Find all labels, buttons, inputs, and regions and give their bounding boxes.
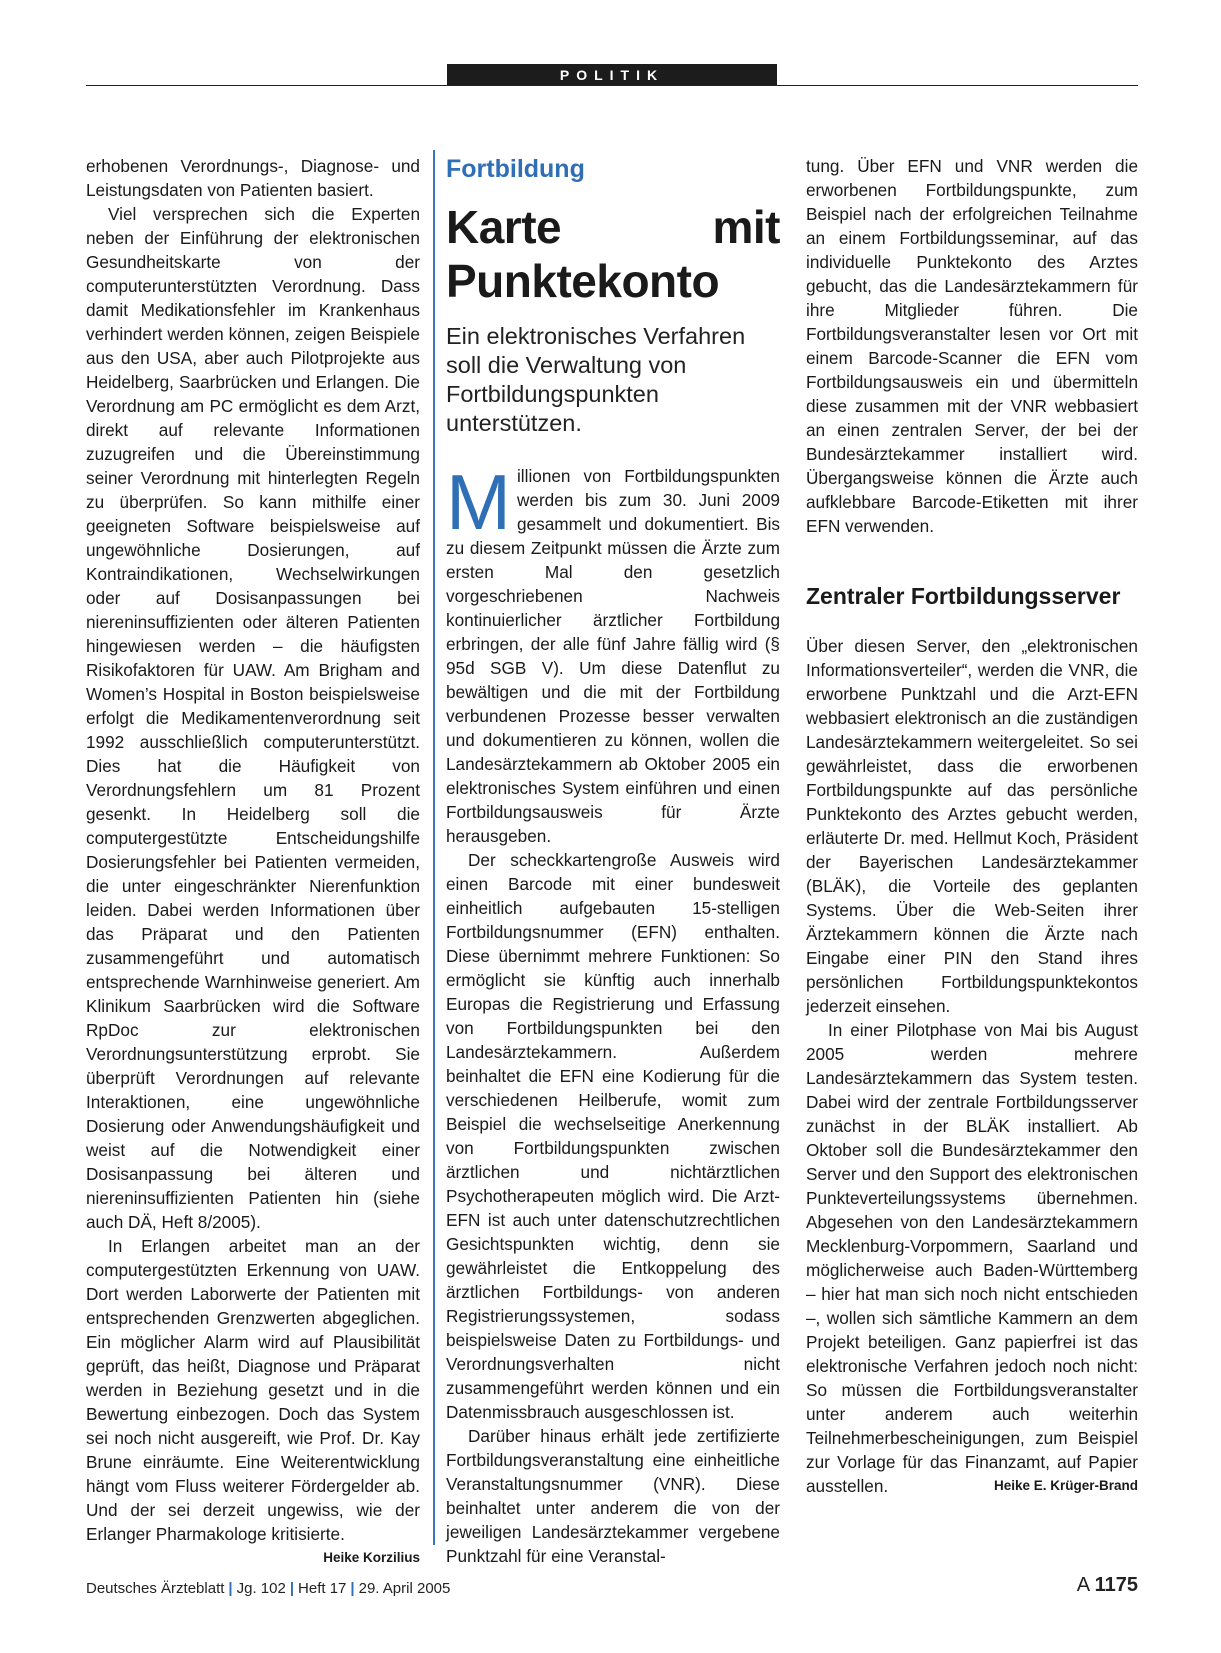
col3-paragraph-1: tung. Über EFN und VNR werden die erworbenen Fortbildungspunkte, zum Beispiel nach der erfolgreichen Teilnahme an einem Fortbildungsseminar, auf das individuelle Punktekonto des Arztes gebucht, das die Landesärztekammern für ihre Mitglieder führen. Die Fortbildungsveranstalter lesen vor Ort mit einem Barcode-Scanner die EFN vom Fortbildungsausweis ein und übermitteln diese zusammen mit der VNR webbasiert an einen zentralen Server, der bei der Bundesärztekammer installiert wird. Übergangsweise können die Ärzte auch aufklebbare Barcode-Etiketten mit ihrer EFN verwenden. [806,156,1138,536]
page-number [1077,1574,1138,1597]
drop-cap: M [446,458,511,546]
author-byline-right: Heike E. Krüger-Brand [993,1478,1138,1493]
col3-paragraph-2: Über diesen Server, den „elektronischen Informationsverteiler“, werden die VNR, die erworbene Punktzahl und die Arzt-EFN webbasiert elektronisch an die zuständigen Landesärztekammern weitergeleitet. So sei gewährleistet, dass die erworbenen Fortbildungspunkte auf das persönliche Punktekonto des Arztes gebucht werden, erläuterte Dr. med. Hellmut Koch, Präsident der Bayerischen Landesärztekammer (BLÄK), die Vorteile des geplanten Systems. Über die Web-Seiten ihrer Ärztekammern können die Ärzte nach Eingabe einer PIN den Stand ihres persönlichen Fortbildungspunktekontos jederzeit einsehen. [806,636,1138,1016]
col2-paragraph-1 [446,458,780,848]
col2-paragraph-2: Der scheckkartengroße Ausweis wird einen Barcode mit einer bundesweit einheitlich aufgebauten 15-stelligen Fortbildungsnummer (EFN) enthalten. Diese übernimmt mehrere Funktionen: So ermöglicht sie künftig auch innerhalb Europas die Registrierung und Erfassung von Fortbildungspunkten bei den Landesärztekammern. Außerdem beinhaltet die EFN eine Kodierung für die verschiedenen Heilberufe, womit zum Beispiel die wechselseitige Anerkennung von Fortbildungspunkten zwischen ärztlichen und nichtärztlichen Psychotherapeuten möglich wird. Die Arzt-EFN ist auch unter datenschutzrechtlichen Gesichtspunkten wichtig, denn sie gewährleistet die Entkoppelung des ärztlichen Fortbildungs- von anderen Registrierungssystemen, sodass beispielsweise Daten zu Fortbildungs- und Verordnungsverhalten nicht zusammengeführt werden können und ein Datenmissbrauch ausgeschlossen ist. [446,850,780,1422]
footer-issue: Heft 17 [298,1580,347,1597]
column-right [806,154,1138,1498]
crosshead: Zentraler Fortbildungsserver [806,583,1121,609]
footer-volume: Jg. 102 [236,1580,286,1597]
col1-paragraph-1: erhobenen Verordnungs-, Diagnose- und Leistungsdaten von Patienten basiert. [86,156,420,200]
footer-date: 29. April 2005 [358,1580,451,1597]
column-middle [446,154,780,1568]
article-headline: Karte mit Punktekonto [446,201,780,307]
article-subhead: Ein elektronisches Verfahren soll die Verwaltung von Fortbildungspunkten unterstützen. [446,323,746,436]
col3-paragraph-3 [806,1018,1138,1498]
col1-paragraph-3-text: In Erlangen arbeitet man an der computergestützten Erkennung von UAW. Dort werden Laborwerte der Patienten mit entsprechenden Grenzwerten abgeglichen. Ein möglicher Alarm wird auf Plausibilität geprüft, das heißt, Diagnose und Präparat werden in Beziehung gesetzt und in die Bewertung einbezogen. Doch das System sei noch nicht ausgereift, wie Prof. Dr. Kay Brune einräumte. Eine Weiterentwicklung hängt vom Fluss weiterer Fördergelder ab. Und der sei derzeit ungewiss, wie der Erlanger Pharmakologe kritisierte. [86,1236,420,1544]
header-rule [86,85,1138,86]
col3-paragraph-3-text: In einer Pilotphase von Mai bis August 2005 werden mehrere Landesärztekammern das System testen. Dabei wird der zentrale Fortbildungsserver zunächst in der BLÄK installiert. Ab Oktober soll die Bundesärztekammer den Server und den Support des elektronischen Punkteverteilungssystems übernehmen. Abgesehen von den Landesärztekammern Mecklenburg-Vorpommern, Saarland und möglicherweise auch Baden-Württemberg – hier hat man sich noch nicht entschieden –, wollen sich sämtliche Kammern an dem Projekt beteiligen. Ganz papierfrei ist das elektronische Verfahren jedoch noch nicht: So müssen die Fortbildungsveranstalter unter anderem auch weiterhin Teilnehmerbescheinigungen, zum Beispiel zur Vorlage für das Finanzamt, auf Papier ausstellen. [806,1020,1138,1496]
page-footer [86,1580,450,1597]
col1-paragraph-3 [86,1234,420,1565]
col2-paragraph-3: Darüber hinaus erhält jede zertifizierte Fortbildungsveranstaltung eine einheitliche Veranstaltungsnummer (VNR). Diese beinhaltet unter anderem die von der jeweiligen Landesärztekammer vergebene Punktzahl für eine Veranstal- [446,1426,780,1566]
article-kicker: Fortbildung [446,155,585,183]
author-byline-left: Heike Korzilius [323,1550,420,1565]
column-left [86,154,420,1570]
footer-separator: | [289,1580,295,1597]
section-label: POLITIK [447,64,777,86]
column-divider [433,150,435,1545]
col2-paragraph-1-text: illionen von Fortbildungspunkten werden bis zum 30. Juni 2009 gesammelt und dokumentiert. Bis zu diesem Zeitpunkt müssen die Ärzte zum ersten Mal den gesetzlich vorgeschriebenen Nachweis kontinuierlicher ärztlicher Fortbildung erbringen, der alle fünf Jahre fällig wird (§ 95d SGB V). Um diese Datenflut zu bewältigen und die mit der Fortbildung verbundenen Prozesse besser verwalten und dokumentieren zu können, wollen die Landesärztekammern ab Oktober 2005 ein elektronisches System einführen und einen Fortbildungsausweis für Ärzte herausgeben. [446,466,780,846]
footer-separator: | [228,1580,233,1597]
page-number-value: 1175 [1094,1574,1138,1596]
page-number-prefix: A [1076,1574,1090,1596]
footer-separator: | [350,1580,355,1597]
col1-paragraph-2: Viel versprechen sich die Experten neben der Einführung der elektronischen Gesundheitskarte von der computerunterstützten Verordnung. Dass damit Medikationsfehler im Krankenhaus verhindert werden können, zeigen Beispiele aus den USA, aber auch Pilotprojekte aus Heidelberg, Saarbrücken und Erlangen. Die Verordnung am PC ermöglicht es dem Arzt, direkt auf relevante Informationen zuzugreifen und die Übereinstimmung seiner Verordnung mit hinterlegten Regeln zu überprüfen. So kann mithilfe einer geeigneten Software beispielsweise auf ungewöhnliche Dosierungen, auf Kontraindikationen, Wechselwirkungen oder auf Dosisanpassungen bei niereninsuffizienten oder älteren Patienten hingewiesen werden – die häufigsten Risikofaktoren für UAW. Am Brigham and Women’s Hospital in Boston beispielsweise erfolgt die Medikamentenverordnung seit 1992 ausschließlich computerunterstützt. Dies hat die Häufigkeit von Verordnungsfehlern um 81 Prozent gesenkt. In Heidelberg soll die computergestützte Entscheidungshilfe Dosierungsfehler bei Patienten vermeiden, die unter eingeschränkter Nierenfunktion leiden. Dabei werden Informationen über das Präparat und den Patienten zusammengeführt und automatisch entsprechende Warnhinweise generiert. Am Klinikum Saarbrücken wird die Software RpDoc zur elektronischen Verordnungsunterstützung erprobt. Sie überprüft Verordnungen auf relevante Interaktionen, eine ungewöhnliche Dosierung oder Anwendungshäufigkeit und weist auf die Notwendigkeit einer Dosisanpassung bei älteren und niereninsuffizienten Patienten hin (siehe auch DÄ, Heft 8/2005). [86,204,420,1232]
footer-journal: Deutsches Ärzteblatt [86,1580,225,1597]
